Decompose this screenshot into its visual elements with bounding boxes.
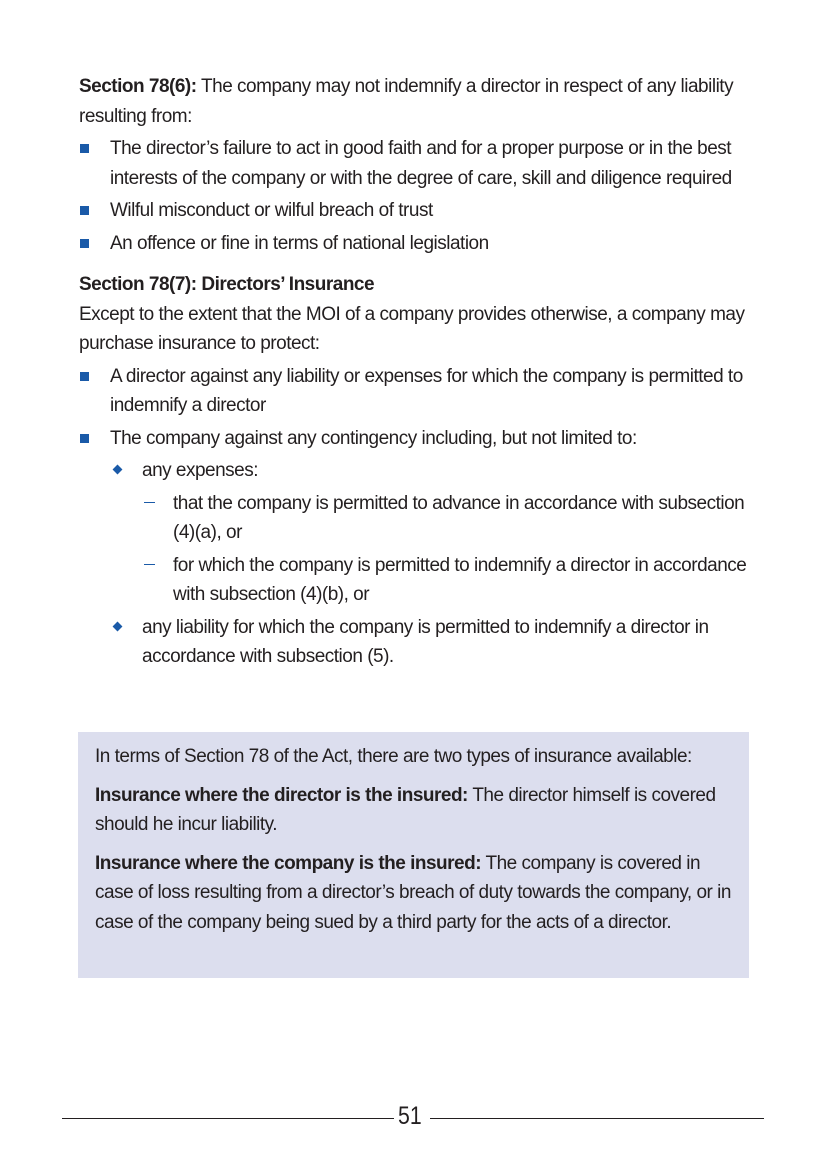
section-78-7-list bbox=[79, 362, 749, 672]
page-number: 51 bbox=[398, 1102, 422, 1130]
list-item: The director’s failure to act in good faith and for a proper purpose or in the best interests of the company or with the degree of care, skill and diligence required bbox=[79, 134, 749, 193]
section-78-7-intro: Except to the extent that the MOI of a company provides otherwise, a company may purchase insurance to protect: bbox=[79, 303, 745, 354]
info-box-type1 bbox=[95, 781, 733, 840]
sub-sub-list-item: that the company is permitted to advance in accordance with subsection (4)(a), or bbox=[79, 489, 749, 548]
list-item: The company against any contingency including, but not limited to: bbox=[79, 424, 749, 454]
type2-text: The company is covered in case of loss resulting from a director’s breach of duty towards the company, or in case of the company being sued by a third party for the acts of a director. bbox=[95, 852, 731, 933]
footer-rule-left bbox=[62, 1118, 394, 1119]
section-78-6-paragraph bbox=[79, 72, 749, 131]
sub-list-item: any liability for which the company is permitted to indemnify a director in accordance with subsection (5). bbox=[79, 613, 749, 672]
section-78-6-intro: The company may not indemnify a director in respect of any liability resulting from: bbox=[79, 76, 734, 127]
type1-text: The director himself is covered should he incur liability. bbox=[95, 784, 716, 835]
list-item: An offence or fine in terms of national legislation bbox=[79, 229, 749, 259]
type1-label: Insurance where the director is the insured: bbox=[95, 784, 468, 806]
sub-sub-list-item: for which the company is permitted to indemnify a director in accordance with subsection (4)(b), or bbox=[79, 551, 749, 610]
footer-rule-right bbox=[430, 1118, 764, 1119]
list-item: A director against any liability or expenses for which the company is permitted to indemnify a director bbox=[79, 362, 749, 421]
section-78-6-label: Section 78(6): bbox=[79, 76, 197, 97]
sub-list-item: any expenses: bbox=[79, 456, 749, 486]
page-body bbox=[79, 72, 749, 672]
section-78-7-heading: Section 78(7): Directors’ Insurance bbox=[79, 274, 375, 295]
info-box bbox=[78, 732, 749, 978]
info-box-type2 bbox=[95, 849, 733, 938]
section-78-6-list bbox=[79, 134, 749, 258]
info-box-intro: In terms of Section 78 of the Act, there are two types of insurance available: bbox=[95, 746, 692, 767]
list-item: Wilful misconduct or wilful breach of trust bbox=[79, 196, 749, 226]
type2-label: Insurance where the company is the insured: bbox=[95, 852, 482, 874]
